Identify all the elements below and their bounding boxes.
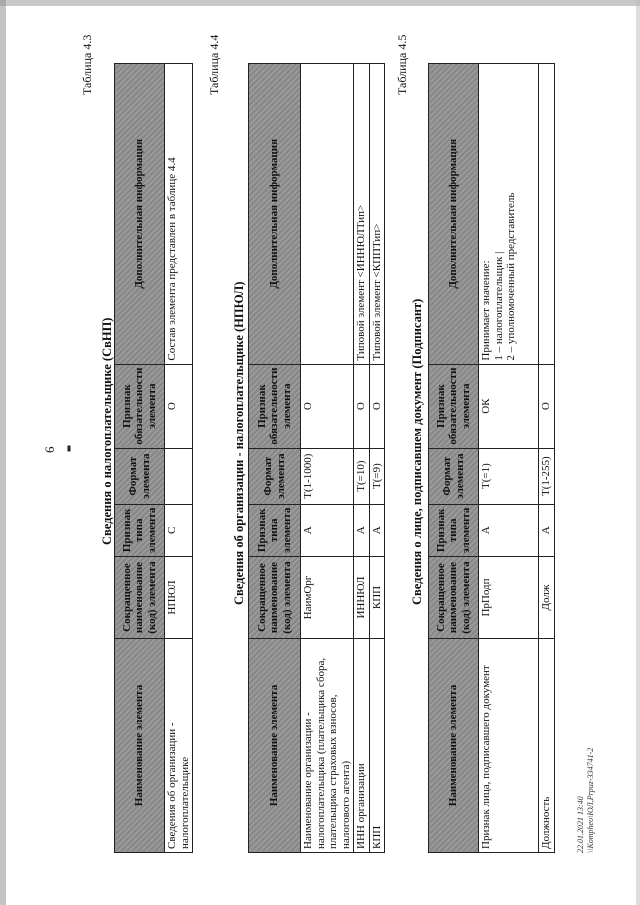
table3-header: Наименование элемента xyxy=(429,639,479,853)
table-cell xyxy=(539,64,555,365)
table-cell: Должность xyxy=(539,639,555,853)
table-cell: КПП xyxy=(369,557,385,639)
table-cell: ОК xyxy=(479,364,539,448)
table2-header: Дополнительная информация xyxy=(249,64,301,365)
table3-header: Дополнительная информация xyxy=(429,64,479,365)
table-cell: Наименование организации - налогоплательщика (плательщика сбора, плательщика страховых взносов, налогового агента) xyxy=(301,639,354,853)
table3-title: Сведения о лице, подписавшем документ (Подписант) xyxy=(410,298,424,605)
table3 xyxy=(428,63,555,853)
table-row xyxy=(479,64,539,853)
footer-timestamp: 22.01.2021 13:40 xyxy=(576,796,585,853)
table-cell: Принимает значение: 1 – налогоплательщик | 2 – уполномоченный представитель xyxy=(479,64,539,365)
table2-header: Сокращенное наименование (код) элемента xyxy=(249,557,301,639)
table-row xyxy=(539,64,555,853)
table1 xyxy=(114,63,193,853)
footer-metadata xyxy=(576,748,596,853)
table2-header: Формат элемента xyxy=(249,448,301,504)
table-cell: Т(=9) xyxy=(369,448,385,504)
table-cell xyxy=(301,64,354,365)
table2-header-row xyxy=(249,64,301,853)
table-cell: А xyxy=(301,504,354,556)
table1-header: Признак обязательности элемента xyxy=(115,364,165,448)
table2 xyxy=(248,63,385,853)
table-row xyxy=(301,64,354,853)
table3-caption: Таблица 4.5 xyxy=(395,34,409,95)
table3-header: Признак обязательности элемента xyxy=(429,364,479,448)
table-cell: Т(1-1000) xyxy=(301,448,354,504)
table-cell: О xyxy=(539,364,555,448)
table1-header: Признак типа элемента xyxy=(115,504,165,556)
table-cell: С xyxy=(165,504,193,556)
table-cell: О xyxy=(165,364,193,448)
table1-header: Сокращенное наименование (код) элемента xyxy=(115,557,165,639)
table3-header: Сокращенное наименование (код) элемента xyxy=(429,557,479,639)
table-cell: Т(=10) xyxy=(354,448,370,504)
footer-path: \\Kompheo\ЮЛ,Prpuz-334741-2 xyxy=(586,747,595,853)
table3-header: Признак типа элемента xyxy=(429,504,479,556)
table-cell: Т(=1) xyxy=(479,448,539,504)
scan-mark xyxy=(68,446,71,452)
table2-header: Признак типа элемента xyxy=(249,504,301,556)
table-row xyxy=(354,64,370,853)
table-cell: НаимОрг xyxy=(301,557,354,639)
table-cell: Типовой элемент <ИННЮЛТип> xyxy=(354,64,370,365)
table-row xyxy=(165,64,193,853)
table-cell: О xyxy=(301,364,354,448)
table2-title: Сведения об организации - налогоплательщике (НПЮЛ) xyxy=(232,281,246,605)
table-cell: Т(1-255) xyxy=(539,448,555,504)
table-cell: А xyxy=(479,504,539,556)
table-cell: А xyxy=(369,504,385,556)
table1-header: Наименование элемента xyxy=(115,639,165,853)
table-row xyxy=(369,64,385,853)
table1-header-row xyxy=(115,64,165,853)
table1-title: Сведения о налогоплательщике (СвНП) xyxy=(100,317,114,545)
table-cell: КПП xyxy=(369,639,385,853)
page-number: 6 xyxy=(42,446,57,453)
table-cell xyxy=(165,448,193,504)
table2-header: Признак обязательности элемента xyxy=(249,364,301,448)
table1-caption: Таблица 4.3 xyxy=(80,34,94,95)
table-cell: Состав элемента представлен в таблице 4.4 xyxy=(165,64,193,365)
table-cell: Сведения об организации - налогоплательщике xyxy=(165,639,193,853)
table-cell: ИНН организации xyxy=(354,639,370,853)
table-cell: НПЮЛ xyxy=(165,557,193,639)
table2-caption: Таблица 4.4 xyxy=(207,34,221,95)
table3-header: Формат элемента xyxy=(429,448,479,504)
table-cell: А xyxy=(539,504,555,556)
table-cell: О xyxy=(354,364,370,448)
table-cell: Признак лица, подписавшего документ xyxy=(479,639,539,853)
table2-header: Наименование элемента xyxy=(249,639,301,853)
table-cell: О xyxy=(369,364,385,448)
table-cell: Типовой элемент <КППТип> xyxy=(369,64,385,365)
table-cell: ИННЮЛ xyxy=(354,557,370,639)
table-cell: ПрПодп xyxy=(479,557,539,639)
table1-header: Формат элемента xyxy=(115,448,165,504)
table3-header-row xyxy=(429,64,479,853)
table-cell: А xyxy=(354,504,370,556)
table1-header: Дополнительная информация xyxy=(115,64,165,365)
table-cell: Долж xyxy=(539,557,555,639)
